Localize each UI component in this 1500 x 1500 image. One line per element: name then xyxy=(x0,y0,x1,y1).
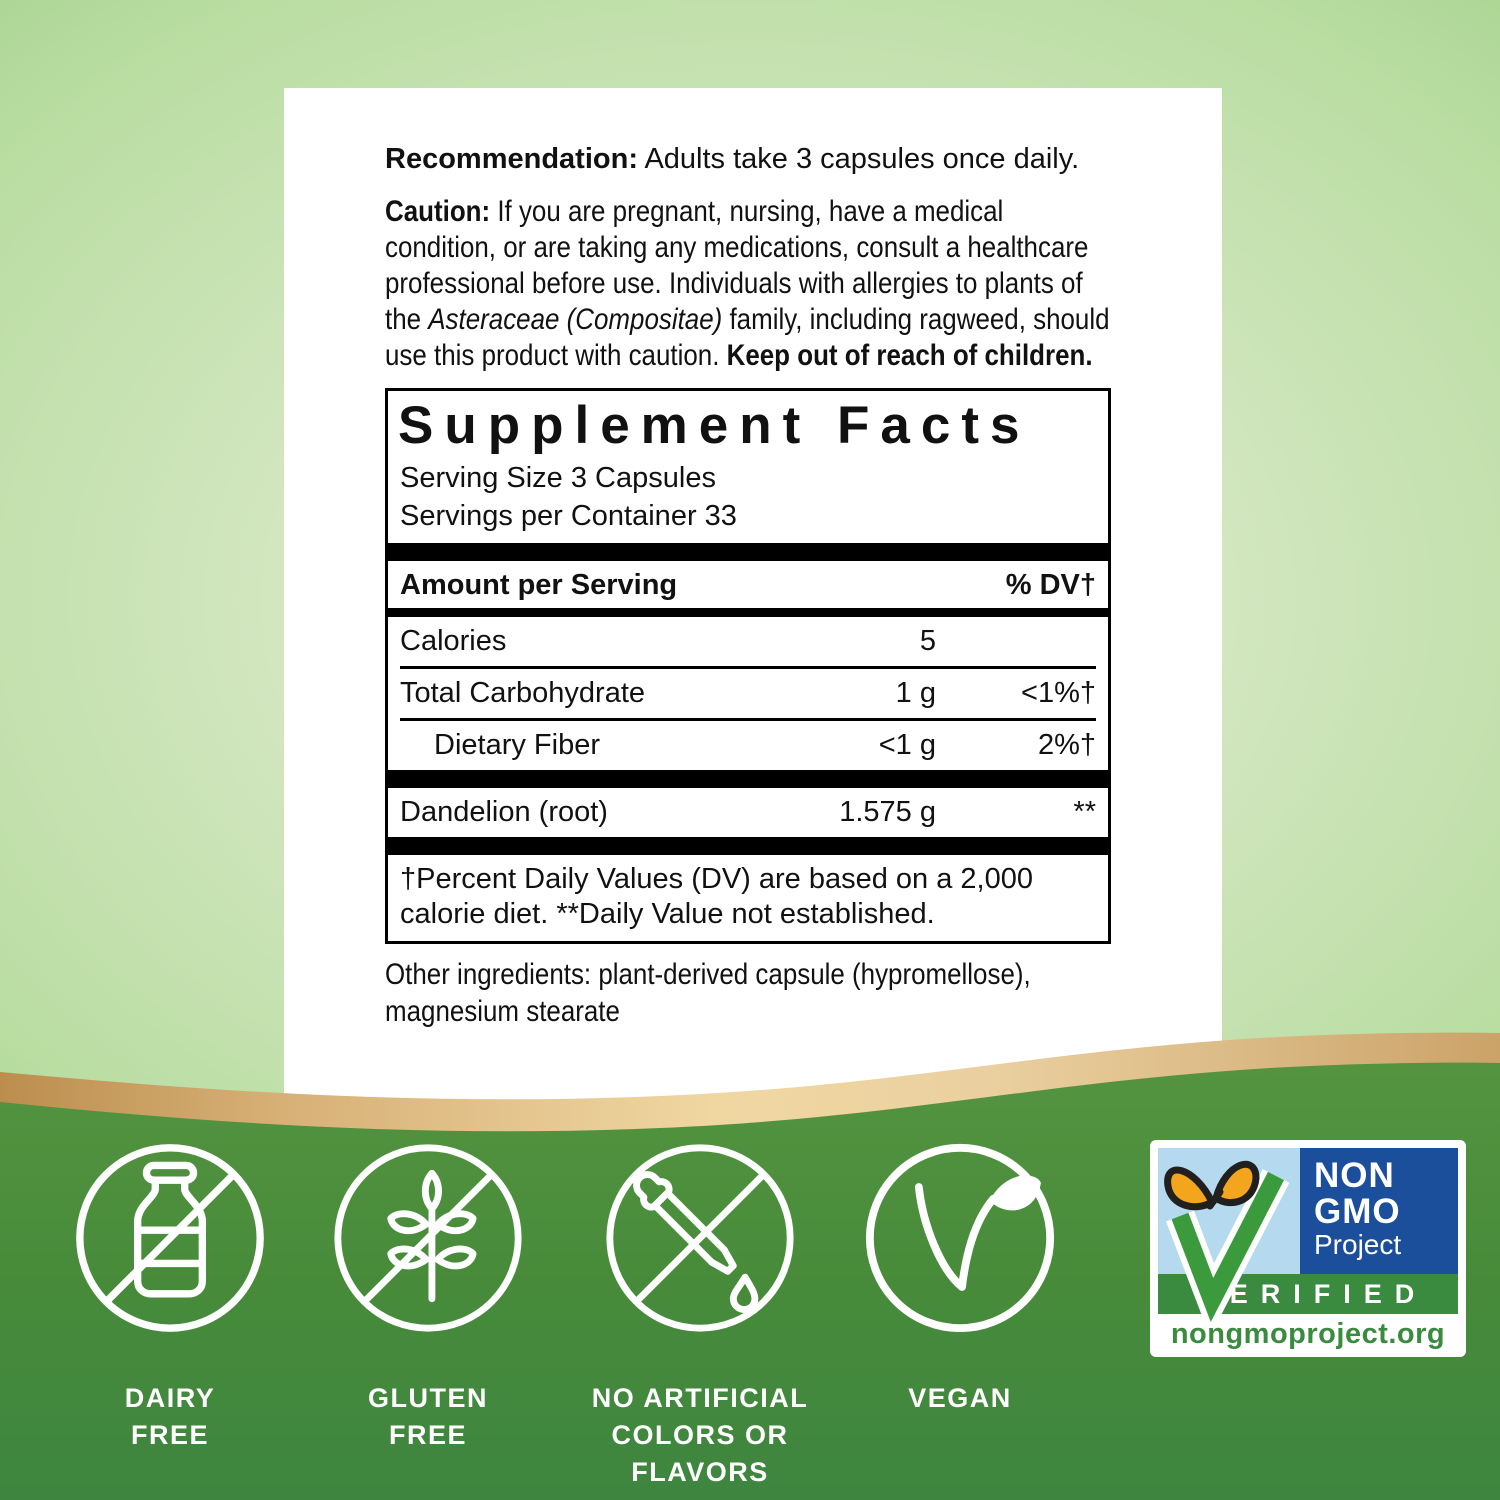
facts-header-row xyxy=(400,561,1096,608)
claim-dairy-free xyxy=(38,1140,302,1454)
claim-label: GLUTEN FREE xyxy=(368,1383,488,1450)
table-row-dandelion-root: Dandelion (root) 1.575 g ** xyxy=(400,796,1096,828)
claim-no-artificial xyxy=(568,1140,832,1491)
no-dairy-icon xyxy=(72,1140,268,1336)
no-gluten-icon xyxy=(330,1140,526,1336)
divider-thick xyxy=(388,543,1108,561)
claim-label: DAIRY FREE xyxy=(124,1383,216,1450)
claim-label: VEGAN xyxy=(908,1383,1012,1413)
caution-italic-family: Asteraceae (Compositae) xyxy=(428,303,723,336)
supplement-facts-title: Supplement Facts xyxy=(398,396,1031,455)
caution-label: Caution: xyxy=(385,195,491,228)
recommendation-text: Recommendation: Adults take 3 capsules once daily. xyxy=(385,143,1080,175)
percent-dv-label: % DV† xyxy=(1005,569,1096,601)
badge-url: nongmoproject.org xyxy=(1170,1318,1446,1350)
table-row-total-carbohydrate: Total Carbohydrate 1 g <1%† xyxy=(400,666,1096,718)
no-artificial-dropper-icon xyxy=(602,1140,798,1336)
divider-thick xyxy=(388,837,1108,855)
daily-value-footnote: †Percent Daily Values (DV) are based on a 2,000 calorie diet. **Daily Value not established. xyxy=(400,863,1033,930)
label-panel xyxy=(284,88,1222,1102)
badge-top xyxy=(1158,1148,1458,1274)
badge-verified-band: VERIFIED xyxy=(1158,1274,1458,1314)
badge-sky-panel xyxy=(1158,1148,1300,1274)
table-row-calories: Calories 5 xyxy=(400,625,936,657)
claim-vegan xyxy=(828,1140,1092,1417)
claim-gluten-free xyxy=(296,1140,560,1454)
table-row-dietary-fiber: Dietary Fiber <1 g 2%† xyxy=(400,718,1096,770)
serving-size: Serving Size 3 Capsules xyxy=(400,462,716,494)
caution-text: Caution: If you are pregnant, nursing, have a medical condition, or are taking any medications, consult a healthcare professional before use. Individuals with allergies to plants of the Asteraceae (Compositae) family, including ragweed, should use this product with caution. Keep out of reach of children. xyxy=(385,195,1110,372)
caution-keep-out: Keep out of reach of children. xyxy=(726,339,1093,372)
supplement-facts-panel xyxy=(385,388,1111,944)
claim-label: NO ARTIFICIAL COLORS OR FLAVORS xyxy=(591,1383,809,1487)
other-ingredients: Other ingredients: plant-derived capsule (hypromellose), magnesium stearate xyxy=(385,958,1031,1028)
vegan-leaf-icon xyxy=(862,1140,1058,1336)
divider-medium xyxy=(388,608,1108,617)
badge-title: NON GMO Project xyxy=(1300,1148,1458,1274)
recommendation-label: Recommendation: xyxy=(385,143,638,175)
servings-per-container: Servings per Container 33 xyxy=(400,500,737,532)
non-gmo-project-badge xyxy=(1150,1140,1466,1357)
divider-thick xyxy=(388,770,1108,788)
amount-per-serving-label: Amount per Serving xyxy=(400,569,678,601)
